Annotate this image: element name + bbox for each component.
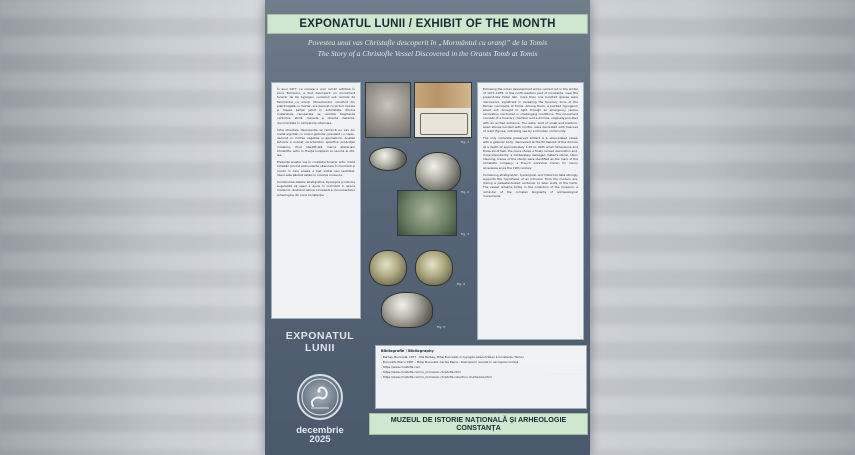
museum-name-line2: CONSTANȚA	[456, 423, 501, 432]
curator-credit	[517, 368, 585, 376]
blurred-background-right	[590, 0, 855, 455]
curator-label: Curator:	[573, 368, 585, 372]
logo-month-text: decembrie	[296, 425, 344, 436]
logo-arc-text: EXPONATUL LUNII	[285, 330, 355, 354]
romanian-text-column	[271, 82, 361, 319]
english-text-column	[477, 82, 584, 340]
museum-name-line1: MUZEUL DE ISTORIE NAȚIONALĂ ȘI ARHEOLOGIE	[390, 414, 567, 424]
vessel-restored-image	[381, 292, 433, 328]
logo-date	[271, 426, 369, 444]
bibliography-link[interactable]: - https://www.christofle.com/ro_ro/maison-christofle.html	[381, 370, 461, 374]
tomb-plan-drawing	[414, 82, 472, 138]
text-block: În anul 1977, ca urmare a unor lucrări edilitare în zona Tomisului, a fost descoperit un monument funerar de tip hypogeu, cunoscut sub numele de Mormântul cu oranți. Monumentul, construit din piatră legată cu mortar, era decorat cu picturi murale și fusese parțial jefuit în antichitate. Printre materialele recuperate se numără fragmente ceramice, sticlă, monede și obiecte metalice, documentate în campaniile ulterioare.	[277, 87, 355, 125]
logo-year-text: 2025	[309, 434, 331, 445]
vessel-top-view-image	[415, 250, 453, 286]
text-block: Combining stratigraphic, typological, and historical data strongly supports the hypothesis of an intrusion from the modern era, linking a pedestal-footed container to later visits of the tomb. The vessel remains today in the collection of the museum, a reminder of the complex biography of archaeological monuments.	[483, 172, 578, 198]
plan-sketch	[420, 113, 468, 135]
text-block: Între obiectele descoperite se remarcă un vas din metal argintat, cu corpul globular, prevăzut cu capac, decorat cu motive vegetale și geometrice. Analiza tehnică a indicat caracteristici specifice producției moderne, fiind identificată marca atelierului Christofle, activ în Franța începând cu secolul al XIX-lea.	[277, 127, 355, 158]
exhibit-poster	[265, 0, 590, 455]
subtitle-romanian: Povestea unui vas Christofle descoperit în „Mormântul cu oranți” de la Tomis	[307, 38, 548, 47]
bibliography-link[interactable]: - https://www.christofle.com	[381, 365, 421, 369]
vessel-lid-image	[369, 147, 407, 171]
title-band	[267, 14, 588, 34]
vessel-body-image	[415, 152, 461, 192]
curator-name: Ingrid Petcu-Levei, arheolog	[545, 372, 585, 376]
serpent-seal-icon	[297, 374, 343, 420]
tomb-photo-strip	[415, 83, 472, 108]
text-block: Prezența acestui vas în contextul funerar antic ridică întrebări privind pătrunderile ulterioare în mormânt și modul în care acesta a fost vizitat sau reutilizat. Vasul este păstrat astăzi în colecția muzeului.	[277, 160, 355, 177]
figure-label-5: Fig. 5	[437, 325, 446, 329]
bibliography-entry: - Barbeş, Bucovală, 1977 – Mia Barbeş, Mihai Bucovală, O hypogée paléochrétien à Constanța (Tomis)	[381, 355, 524, 359]
text-block: The only complete preserved artifact is a silver-plated vessel with a globular body, discovered at the fill deposit of the dromos at a depth of approximately 1.40 m. With small dimensions and three short feet, the piece shows a finely incised decoration and, more importantly, a deliberately damaged maker's stamp. Upon cleaning, traces of the stamp were identified as the mark of the Christofle company, a French workshop known for luxury silverware since the 19th century.	[483, 136, 578, 170]
bibliography-box	[375, 345, 587, 409]
vessel-side-view-image	[369, 250, 407, 286]
subtitle-english: The Story of a Christofle Vessel Discovered in the Orants Tomb at Tomis	[317, 49, 538, 58]
text-block: Combinarea datelor stratigrafice, tipologice și istorice sugerează că vasul a ajuns în mormânt în epoca modernă, ilustrând istoria complexă a monumentelor arheologice din zona Constanței.	[277, 180, 355, 197]
bibliography-link[interactable]: - https://www.christofle.com/ro_ro/maison-christofle-collection-of-artworks.html	[381, 375, 492, 379]
figure-label-4: Fig. 4	[457, 282, 466, 286]
poster-title: EXPONATUL LUNII / EXHIBIT OF THE MONTH	[299, 18, 556, 30]
bibliography-entry: - Bucovală, Pascu 1997 – Mihai Bucovală, Cecilia Pașca – Descoperiri recente în necropola romană	[381, 360, 519, 364]
tomb-interior-photo	[365, 82, 411, 138]
museum-name-band	[369, 413, 588, 435]
text-block: Following the urban development works carried out in the winter of 1977–1978, in the north-western part of Constanța, near the present-day Hotel Iaki, more than one hundred graves were discovered, significant in revealing the funerary zone of the Roman necropolis of Tomis. Among them, a painted hypogeum stood out, brought to light through an emergency rescue excavation conducted in challenging conditions. The monument consists of a funerary chamber and a dromos, originally provided with an arched entrance. The walls, built of small and medium-sized stones bonded with mortar, were decorated with frescoes of orant figures, indicating use by a Christian community.	[483, 87, 578, 134]
bibliography-title: Bibliografie / Bibliography	[381, 349, 434, 353]
figure-label-1: Fig. 1	[461, 140, 470, 144]
figure-label-2: Fig. 2	[461, 190, 470, 194]
vessel-in-situ-photo	[397, 190, 457, 236]
exhibit-logo	[271, 330, 369, 452]
blurred-background-left	[0, 0, 265, 455]
figure-label-3: Fig. 3	[461, 232, 470, 236]
